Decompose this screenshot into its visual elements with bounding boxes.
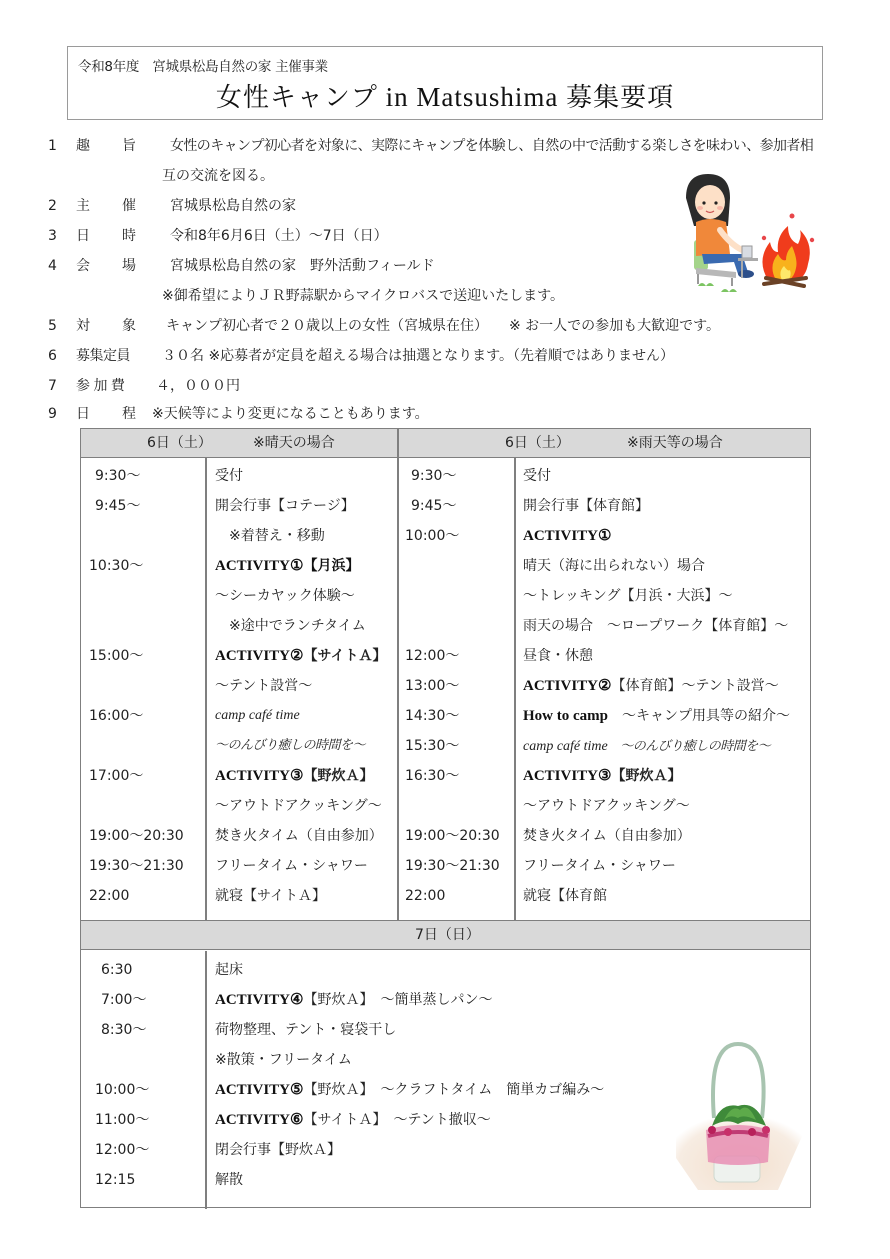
row-activity-title: ACTIVITY③ [523, 768, 612, 784]
row-time: 22:00 [405, 888, 446, 904]
row-activity-title: ACTIVITY⑤ [215, 1082, 304, 1098]
row-time: 16:30～ [405, 768, 460, 784]
row-activity: 起床 [215, 962, 243, 978]
item-number: 4 [48, 258, 57, 274]
row-activity: 【サイトＡ】 [303, 648, 387, 664]
row-activity: 晴天（海に出られない）場合 [523, 558, 705, 574]
row-activity: 雨天の場合 ～ロープワーク【体育館】～ [523, 618, 789, 634]
item-number: 1 [48, 138, 57, 154]
item-label-b: 時 [122, 228, 136, 244]
header-day: 7日（日） [415, 927, 480, 943]
header-sun [81, 921, 810, 950]
row-time: 13:00～ [405, 678, 460, 694]
row-activity: 【月浜】 [303, 558, 360, 574]
row-activity: ～トレッキング【月浜・大浜】～ [523, 588, 733, 604]
row-activity: 昼食・休憩 [523, 648, 593, 664]
item-text: 宮城県松島自然の家 [170, 198, 296, 214]
row-activity: 就寝【体育館 [523, 888, 607, 904]
title-subtitle: 令和8年度 宮城県松島自然の家 主催事業 [78, 59, 328, 75]
row-activity-title: ACTIVITY② [523, 678, 612, 694]
title-box [67, 46, 823, 120]
row-activity: 焚き火タイム（自由参加） [215, 828, 383, 844]
row-time: 19:30～21:30 [89, 858, 184, 874]
row-time: 16:00～ [89, 708, 144, 724]
row-time: 12:00～ [405, 648, 460, 664]
item-text: ４，０００円 [156, 378, 240, 394]
item-label-b: 象 [122, 318, 136, 334]
basket-photo [668, 1040, 808, 1200]
row-time: 12:15 [95, 1172, 136, 1188]
row-activity: ～シーカヤック体験～ [215, 588, 355, 604]
header-day: 6日（土） [505, 435, 570, 451]
item-label-b: 旨 [122, 138, 136, 154]
row-activity: ～テント設営～ [215, 678, 313, 694]
row-activity-title: ACTIVITY① [523, 528, 612, 544]
row-time: 8:30～ [101, 1022, 147, 1038]
row-activity: 解散 [215, 1172, 243, 1188]
row-activity: 閉会行事【野炊Ａ】 [215, 1142, 341, 1158]
row-time: 19:00～20:30 [89, 828, 184, 844]
row-activity-title: camp café time [523, 739, 608, 754]
item-label-b: 場 [122, 258, 136, 274]
title-jp-pre: 女性キャンプ [215, 83, 378, 113]
row-activity: camp café time [215, 708, 300, 723]
row-activity: ※散策・フリータイム [215, 1052, 352, 1068]
row-activity: 【野炊Ａ】 [611, 768, 682, 784]
item-purpose-continuation: 互の交流を図る。 [162, 168, 274, 184]
row-activity: 【野炊Ａ】 [303, 768, 374, 784]
row-time: 7:00～ [101, 992, 147, 1008]
item-label-a: 主 [76, 198, 90, 214]
row-activity: 就寝【サイトＡ】 [215, 888, 327, 904]
row-activity: 焚き火タイム（自由参加） [523, 828, 691, 844]
item-label-a: 日 [76, 406, 90, 422]
row-time: 15:30～ [405, 738, 460, 754]
campfire-illustration [676, 168, 826, 298]
item-label: 参 加 費 [76, 378, 125, 394]
row-activity-title: How to camp [523, 708, 608, 724]
item-text: 宮城県松島自然の家 野外活動フィールド [170, 258, 435, 274]
item-number: 7 [48, 378, 57, 394]
item-label-b: 催 [122, 198, 136, 214]
row-time: 10:30～ [89, 558, 144, 574]
row-activity: 開会行事【体育館】 [523, 498, 649, 514]
header-sat-rain [397, 429, 810, 458]
row-activity: 開会行事【コテージ】 [215, 498, 355, 514]
title-jp-post: 募集要項 [566, 83, 675, 113]
item-venue-continuation: ※御希望によりＪＲ野蒜駅からマイクロバスで送迎いたします。 [162, 288, 565, 304]
row-activity-title: ACTIVITY⑥ [215, 1112, 304, 1128]
row-time: 6:30 [101, 962, 133, 978]
row-time: 17:00～ [89, 768, 144, 784]
item-number: 3 [48, 228, 57, 244]
row-time: 10:00～ [95, 1082, 150, 1098]
item-label-a: 日 [76, 228, 90, 244]
row-time: 9:45～ [411, 498, 457, 514]
header-note: ※雨天等の場合 [627, 435, 723, 451]
item-text: ※天候等により変更になることもあります。 [152, 406, 429, 422]
row-activity: 【野炊Ａ】 ～簡単蒸しパン～ [303, 992, 493, 1008]
row-time: 11:00～ [95, 1112, 150, 1128]
row-activity: ～のんびり癒しの時間を～ [607, 739, 771, 754]
row-activity: 【体育館】～テント設営～ [611, 678, 779, 694]
row-activity: ～アウトドアクッキング～ [523, 798, 690, 814]
row-activity: ※途中でランチタイム [229, 618, 366, 634]
item-text: ３０名 ※応募者が定員を超える場合は抽選となります。（先着順ではありません） [162, 348, 675, 364]
row-activity: フリータイム・シャワー [523, 858, 676, 874]
row-activity: ～アウトドアクッキング～ [215, 798, 382, 814]
row-activity-title: ACTIVITY③ [215, 768, 304, 784]
row-activity: 受付 [523, 468, 551, 484]
row-time: 19:00～20:30 [405, 828, 500, 844]
item-label-a: 会 [76, 258, 90, 274]
row-activity-title: ACTIVITY② [215, 648, 304, 664]
title-latin: in Matsushima [377, 82, 567, 112]
row-activity: ～キャンプ用具等の紹介～ [608, 708, 790, 724]
row-time: 22:00 [89, 888, 130, 904]
row-time: 9:30～ [95, 468, 141, 484]
row-time: 9:30～ [411, 468, 457, 484]
row-time: 12:00～ [95, 1142, 150, 1158]
row-activity-title: ACTIVITY① [215, 558, 304, 574]
row-time: 14:30～ [405, 708, 460, 724]
header-day: 6日（土） [147, 435, 212, 451]
item-number: 2 [48, 198, 57, 214]
row-activity: 受付 [215, 468, 243, 484]
item-number: 6 [48, 348, 57, 364]
row-activity: 【野炊Ａ】 ～クラフトタイム 簡単カゴ編み～ [303, 1082, 605, 1098]
item-label-b: 程 [122, 406, 136, 422]
item-text: 女性のキャンプ初心者を対象に、実際にキャンプを体験し、自然の中で活動する楽しさを味わい、参加者相 [170, 138, 814, 154]
item-label-a: 趣 [76, 138, 90, 154]
header-note: ※晴天の場合 [253, 435, 335, 451]
page-title [68, 77, 822, 114]
item-label-a: 対 [76, 318, 90, 334]
row-activity: ※着替え・移動 [229, 528, 325, 544]
row-time: 19:30～21:30 [405, 858, 500, 874]
row-time: 15:00～ [89, 648, 144, 664]
row-activity: ～のんびり癒しの時間を～ [215, 738, 366, 753]
item-number: 9 [48, 406, 57, 422]
header-sat-fine [81, 429, 397, 458]
row-activity-title: ACTIVITY④ [215, 992, 304, 1008]
item-number: 5 [48, 318, 57, 334]
row-time: 10:00～ [405, 528, 460, 544]
item-text: 令和8年6月6日（土）～7日（日） [170, 228, 388, 244]
row-time: 9:45～ [95, 498, 141, 514]
item-text: キャンプ初心者で２０歳以上の女性（宮城県在住） ※ お一人での参加も大歓迎です。 [166, 318, 721, 334]
row-activity: 荷物整理、テント・寝袋干し [215, 1022, 397, 1038]
item-label: 募集定員 [76, 348, 130, 364]
row-activity: 【サイトＡ】 ～テント撤収～ [303, 1112, 491, 1128]
row-activity: フリータイム・シャワー [215, 858, 368, 874]
